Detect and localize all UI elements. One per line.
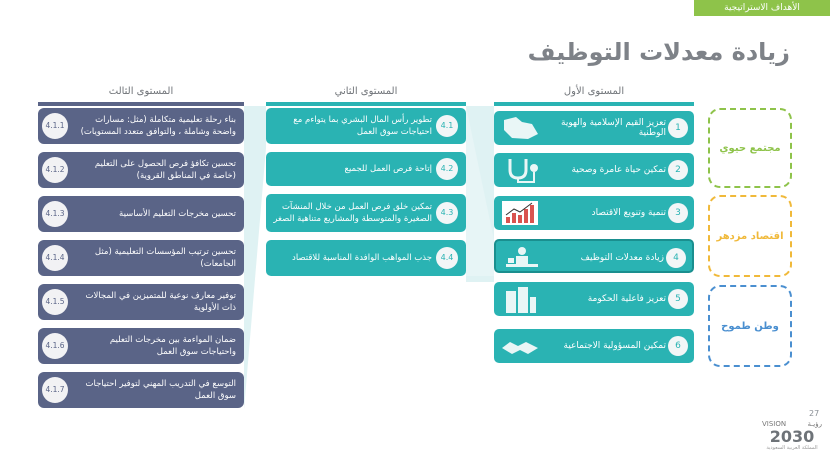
objective-4-1-7[interactable] bbox=[38, 372, 244, 408]
logo-arabic-text: رؤيـة bbox=[807, 420, 822, 428]
objective-4-4[interactable] bbox=[266, 240, 466, 276]
goal-6-label: تمكين المسؤولية الاجتماعية bbox=[563, 341, 666, 351]
pillar-vibrant-society bbox=[708, 108, 792, 188]
objective-4-1-6-number: 4.1.6 bbox=[42, 333, 68, 359]
objective-4-2-label: إتاحة فرص العمل للجميع bbox=[344, 164, 432, 174]
page-title: زيادة معدلات التوظيف bbox=[527, 38, 790, 66]
goal-4-selected[interactable] bbox=[494, 239, 694, 273]
goal-5[interactable] bbox=[494, 282, 694, 316]
objective-4-1-label: تطوير رأس المال البشري بما يتواءم مع احتياجات سوق العمل bbox=[293, 115, 432, 137]
objective-4-3[interactable] bbox=[266, 194, 466, 232]
objective-4-1-3-number: 4.1.3 bbox=[42, 201, 68, 227]
objective-4-1-3[interactable] bbox=[38, 196, 244, 232]
objective-4-1-2[interactable] bbox=[38, 152, 244, 188]
goal-6[interactable] bbox=[494, 329, 694, 363]
objective-4-1-3-label: تحسين مخرجات التعليم الأساسية bbox=[119, 209, 236, 219]
objective-4-1-5-label: توفير معارف نوعية للمتميزين في المجالات ذات الأولوية bbox=[85, 291, 236, 313]
goal-4-number: 4 bbox=[666, 248, 686, 268]
level-1-heading: المستوى الأول bbox=[563, 86, 625, 97]
buildings-icon bbox=[498, 285, 542, 313]
goal-3[interactable] bbox=[494, 196, 694, 230]
objective-4-1-5-number: 4.1.5 bbox=[42, 289, 68, 315]
pillar-ambitious-nation-label: وطن طموح bbox=[721, 320, 779, 332]
pillar-ambitious-nation bbox=[708, 285, 792, 367]
objective-4-1-1-label: بناء رحلة تعليمية متكاملة (مثل: مسارات واضحة وشاملة ، والتوافق متعدد المستويات) bbox=[80, 115, 236, 137]
logo-subtitle: المملكة العربية السعودية bbox=[766, 445, 818, 451]
objective-4-1-5[interactable] bbox=[38, 284, 244, 320]
logo-vision-text: VISION bbox=[762, 420, 787, 428]
objective-4-1-4[interactable] bbox=[38, 240, 244, 276]
pillar-thriving-economy-label: اقتصاد مزدهر bbox=[716, 230, 784, 242]
connector-l2-l3 bbox=[244, 106, 266, 410]
objective-4-3-number: 4.3 bbox=[436, 202, 458, 224]
goal-2-number: 2 bbox=[668, 160, 688, 180]
objective-4-4-number: 4.4 bbox=[436, 247, 458, 269]
pillar-thriving-economy bbox=[708, 195, 792, 277]
objective-4-3-label: تمكين خلق فرص العمل من خلال المنشآت الصغيرة والمتوسطة والمشاريع متناهية الصغر bbox=[273, 202, 432, 224]
handshake-icon bbox=[498, 332, 542, 360]
goal-3-label: تنمية وتنويع الاقتصاد bbox=[591, 208, 666, 218]
objective-4-1[interactable] bbox=[266, 108, 466, 144]
office-worker-icon bbox=[500, 244, 544, 272]
goal-1-number: 1 bbox=[668, 118, 688, 138]
objective-4-1-4-label: تحسين ترتيب المؤسسات التعليمية (مثل الجامعات) bbox=[94, 247, 236, 269]
goal-5-number: 5 bbox=[668, 289, 688, 309]
objective-4-1-7-label: التوسع في التدريب المهني لتوفير احتياجات سوق العمل bbox=[85, 379, 236, 401]
objective-4-4-label: جذب المواهب الوافدة المناسبة للاقتصاد bbox=[292, 253, 432, 263]
pillar-vibrant-society-label: مجتمع حيوي bbox=[719, 142, 781, 154]
goal-1-label: تعزيز القيم الإسلامية والهوية الوطنية bbox=[561, 118, 666, 138]
objective-4-2-number: 4.2 bbox=[436, 158, 458, 180]
goal-6-number: 6 bbox=[668, 336, 688, 356]
objective-4-1-1[interactable] bbox=[38, 108, 244, 144]
goal-3-number: 3 bbox=[668, 203, 688, 223]
level-2-heading: المستوى الثاني bbox=[334, 86, 398, 97]
objective-4-1-1-number: 4.1.1 bbox=[42, 113, 68, 139]
goal-4-label: زيادة معدلات التوظيف bbox=[580, 253, 664, 263]
stethoscope-icon bbox=[498, 156, 542, 184]
level-3-heading: المستوى الثالث bbox=[108, 86, 174, 97]
objective-4-1-2-label: تحسين تكافؤ فرص الحصول على التعليم (خاصة في المناطق القروية) bbox=[94, 159, 236, 181]
page-number: 27 bbox=[809, 409, 820, 418]
objective-4-2[interactable] bbox=[266, 152, 466, 186]
goal-1[interactable] bbox=[494, 111, 694, 145]
logo-year: 2030 bbox=[769, 427, 815, 446]
vision-2030-logo bbox=[762, 420, 822, 464]
objective-4-1-7-number: 4.1.7 bbox=[42, 377, 68, 403]
saudi-map-icon bbox=[498, 114, 542, 142]
objective-4-1-6[interactable] bbox=[38, 328, 244, 364]
objective-4-1-4-number: 4.1.4 bbox=[42, 245, 68, 271]
objective-4-1-number: 4.1 bbox=[436, 115, 458, 137]
objective-4-1-2-number: 4.1.2 bbox=[42, 157, 68, 183]
goal-2[interactable] bbox=[494, 153, 694, 187]
section-tag: الأهداف الاستراتيجية bbox=[694, 0, 830, 16]
goal-2-label: تمكين حياة عامرة وصحية bbox=[571, 165, 666, 175]
objective-4-1-6-label: ضمان المواءمة بين مخرجات التعليم واحتياجات سوق العمل bbox=[109, 335, 236, 357]
goal-5-label: تعزيز فاعلية الحكومة bbox=[587, 294, 666, 304]
growth-chart-icon bbox=[498, 199, 542, 227]
